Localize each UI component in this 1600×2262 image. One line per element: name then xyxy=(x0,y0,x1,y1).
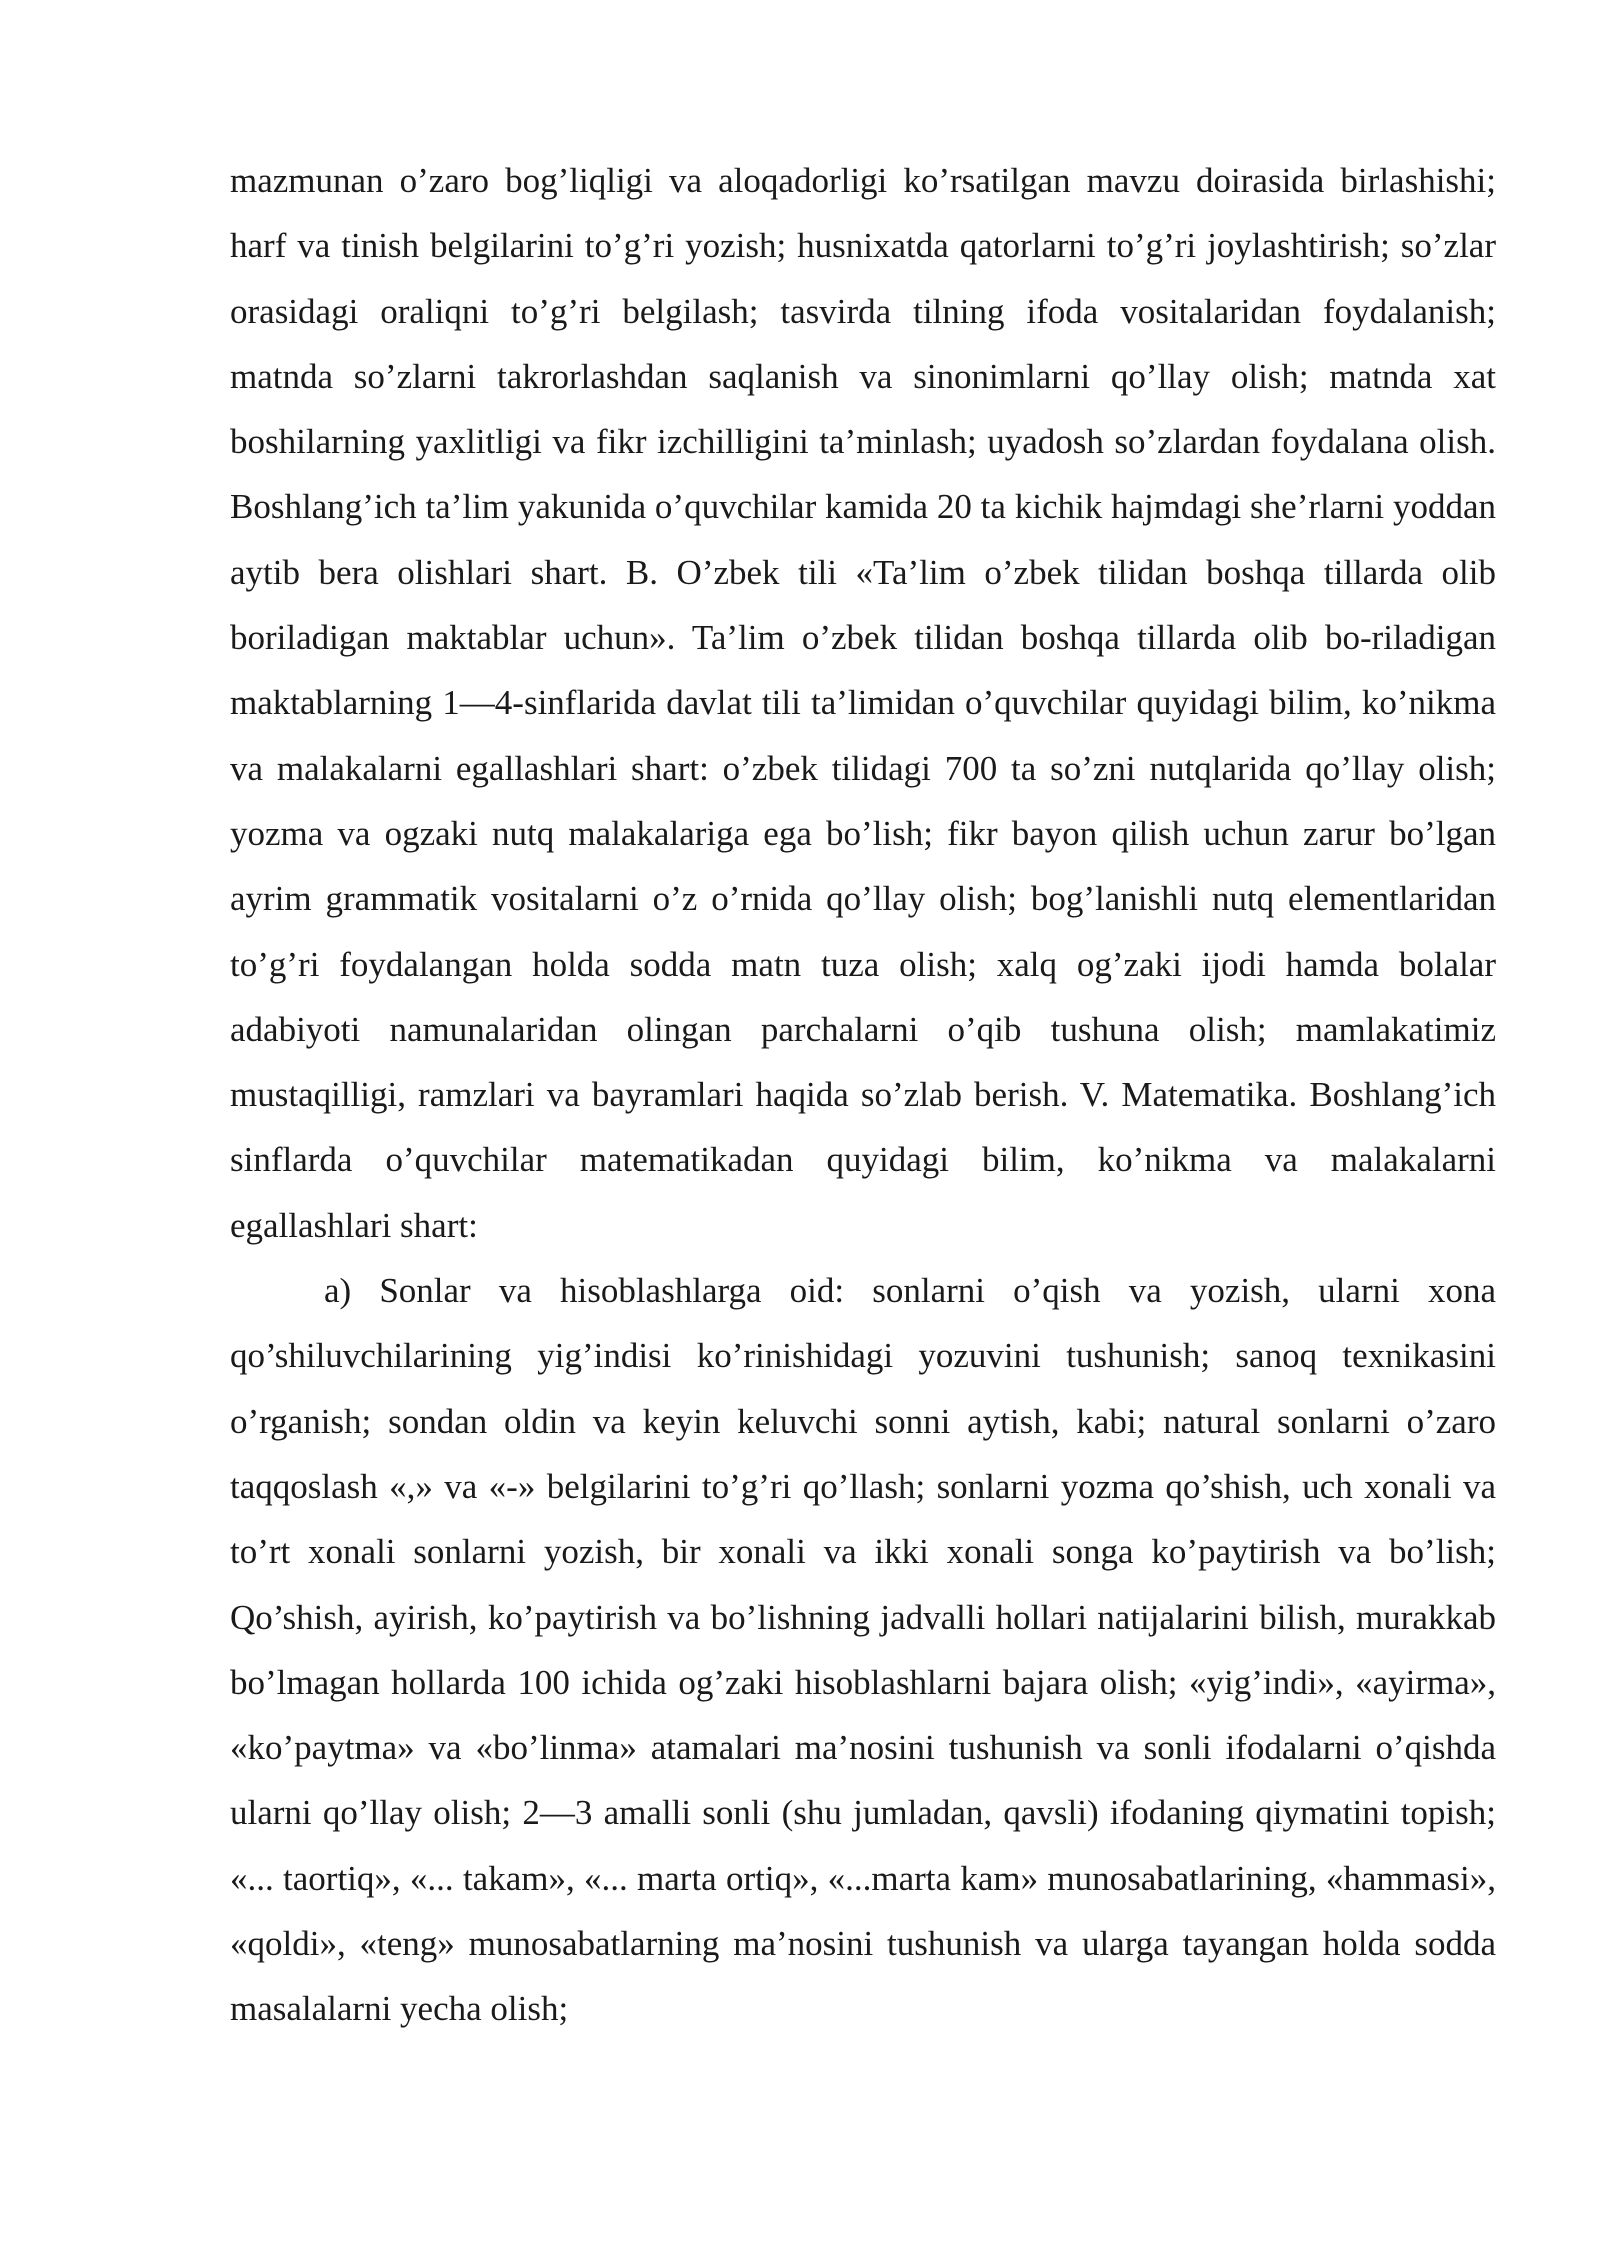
paragraph-sonlar-va-hisoblashlar: a) Sonlar va hisoblashlarga oid: sonlarni o’qish va yozish, ularni xona qo’shiluvchilarining yig’indisi ko’rinishidagi yozuvini tushunish; sanoq texnikasini o’rganish; sondan oldin va keyin keluvchi sonni aytish, kabi; natural sonlarni o’zaro taqqoslash «,» va «-» belgilarini to’g’ri qo’llash; sonlarni yozma qo’shish, uch xonali va to’rt xonali sonlarni yozish, bir xonali va ikki xonali songa ko’paytirish va bo’lish; Qo’shish, ayirish, ko’paytirish va bo’lishning jadvalli hollari natijalarini bilish, murakkab bo’lmagan hollarda 100 ichida og’zaki hisoblashlarni bajara olish; «yig’indi», «ayirma», «ko’paytma» va «bo’linma» atamalari ma’nosini tushunish va sonli ifodalarni o’qishda ularni qo’llay olish; 2—3 amalli sonli (shu jumladan, qavsli) ifodaning qiymatini topish; «... taortiq», «... takam», «... marta ortiq», «...marta kam» munosabatlarining, «hammasi», «qoldi», «teng» munosabatlarning ma’nosini tushunish va ularga tayangan holda sodda masalalarni yecha olish; xyxy=(230,1271,1496,2029)
paragraph-continued: mazmunan o’zaro bog’liqligi va aloqadorligi ko’rsatilgan mavzu doirasida birlashishi; harf va tinish belgilarini to’g’ri yozish; husnixatda qatorlarni to’g’ri joylashtirish; so’zlar orasidagi oraliqni to’g’ri belgilash; tasvirda tilning ifoda vositalaridan foydalanish; matnda so’zlarni takrorlashdan saqlanish va sinonimlarni qo’llay olish; matnda xat boshilarning yaxlitligi va fikr izchilligini ta’minlash; uyadosh so’zlardan foydalana olish. Boshlang’ich ta’lim yakunida o’quvchilar kamida 20 ta kichik hajmdagi she’rlarni yoddan aytib bera olishlari shart. B. O’zbek tili «Ta’lim o’zbek tilidan boshqa tillarda olib boriladigan maktablar uchun». Ta’lim o’zbek tilidan boshqa tillarda olib bo-riladigan maktablarning 1—4-sinflarida davlat tili ta’limidan o’quvchilar quyidagi bilim, ko’nikma va malakalarni egallashlari shart: o’zbek tilidagi 700 ta so’zni nutqlarida qo’llay olish; yozma va ogzaki nutq malakalariga ega bo’lish; fikr bayon qilish uchun zarur bo’lgan ayrim grammatik vositalarni o’z o’rnida qo’llay olish; bog’lanishli nutq elementlaridan to’g’ri foydalangan holda sodda matn tuza olish; xalq og’zaki ijodi hamda bolalar adabiyoti namunalaridan olingan parchalarni o’qib tushuna olish; mamlakatimiz mustaqilligi, ramzlari va bayramlari haqida so’zlab berish. V. Matematika. Boshlang’ich sinflarda o’quvchilar matematikadan quyidagi bilim, ko’nikma va malakalarni egallashlari shart: xyxy=(230,161,1496,1245)
body-text xyxy=(230,148,1496,2042)
